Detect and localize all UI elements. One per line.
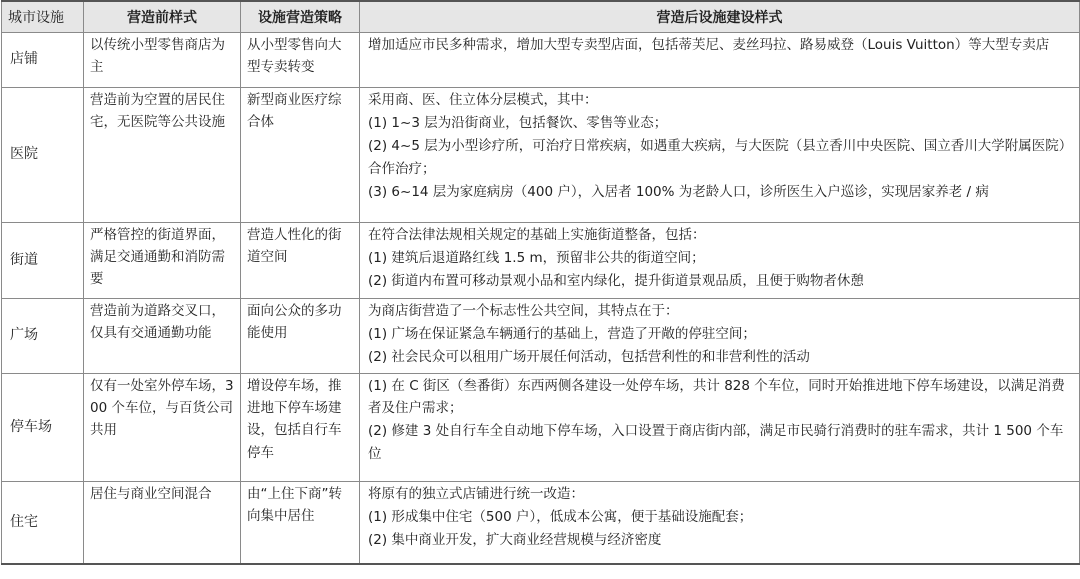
detail-line: 采用商、医、住立体分层模式，其中：: [368, 91, 598, 108]
strategy-text: 营造人性化的街道空间: [247, 226, 342, 265]
table-row: [2, 373, 1080, 481]
row-before-style: [84, 298, 241, 373]
strategy-text: 增设停车场，推进地下停车场建设，包括自行车停车: [247, 377, 342, 461]
table-row: [2, 32, 1080, 87]
table-row: [2, 298, 1080, 373]
row-city-facility: 街道: [2, 222, 84, 298]
detail-line: (1) 广场在保证紧急车辆通行的基础上，营造了开敞的停驻空间；: [368, 325, 756, 342]
detail-line: (1) 建筑后退道路红线 1.5 m，预留非公共的街道空间；: [368, 249, 705, 266]
strategy-text: 从小型零售向大型专卖转变: [247, 36, 342, 75]
before-style-text: 仅有一处室外停车场，300 个车位，与百货公司共用: [90, 377, 234, 439]
strategy-text: 新型商业医疗综合体: [247, 91, 342, 130]
row-city-facility: 医院: [2, 87, 84, 222]
detail-line: (2) 街道内布置可移动景观小品和室内绿化，提升街道景观品质，且便于购物者休憩: [368, 273, 864, 290]
header-strategy: 设施营造策略: [241, 1, 360, 32]
before-style-text: 以传统小型零售商店为主: [90, 36, 225, 75]
detail-line: 将原有的独立式店铺进行统一改造：: [368, 485, 584, 502]
strategy-text: 由“上住下商”转向集中居住: [247, 485, 342, 524]
before-style-text: 营造前为空置的居民住宅，无医院等公共设施: [90, 91, 225, 130]
row-city-facility: 店铺: [2, 32, 84, 87]
table-body: [2, 32, 1080, 564]
facility-comparison-table: [1, 0, 1080, 565]
row-after-style: [360, 373, 1080, 481]
header-after-style: 营造后设施建设样式: [360, 1, 1080, 32]
detail-line: (2) 社会民众可以租用广场开展任何活动，包括营利性的和非营利性的活动: [368, 349, 810, 366]
detail-line: 为商店街营造了一个标志性公共空间，其特点在于：: [368, 302, 679, 319]
row-strategy: [241, 222, 360, 298]
row-city-facility: 停车场: [2, 373, 84, 481]
detail-line: 增加适应市民多种需求，增加大型专卖型店面，包括蒂芙尼、麦丝玛拉、路易威登（Louis Vuitton）等大型专卖店: [368, 36, 1050, 53]
row-city-facility: 住宅: [2, 481, 84, 564]
detail-line: (2) 集中商业开发，扩大商业经营规模与经济密度: [368, 532, 662, 549]
row-before-style: [84, 87, 241, 222]
detail-line: 在符合法律法规相关规定的基础上实施街道整备，包括：: [368, 226, 706, 243]
row-city-facility: 广场: [2, 298, 84, 373]
detail-line: (2) 4~5 层为小型诊疗所，可治疗日常疾病，如遇重大疾病，与大医院（县立香川中央医院、国立香川大学附属医院）合作治疗；: [368, 138, 1073, 177]
row-strategy: [241, 481, 360, 564]
detail-line: (1) 1~3 层为沿街商业，包括餐饮、零售等业态；: [368, 114, 668, 131]
header-city-facility: 城市设施: [2, 1, 84, 32]
before-style-text: 居住与商业空间混合: [90, 485, 212, 502]
table-row: [2, 87, 1080, 222]
row-before-style: [84, 373, 241, 481]
row-after-style: [360, 298, 1080, 373]
detail-line: (1) 在 C 街区（叁番街）东西两侧各建设一处停车场，共计 828 个车位，同时开始推进地下停车场建设，以满足消费者及住户需求；: [368, 377, 1065, 416]
row-before-style: [84, 222, 241, 298]
strategy-text: 面向公众的多功能使用: [247, 302, 342, 341]
detail-line: (2) 修建 3 处自行车全自动地下停车场，入口设置于商店街内部，满足市民骑行消费时的驻车需求，共计 1 500 个车位: [368, 423, 1064, 462]
before-style-text: 营造前为道路交叉口，仅具有交通通勤功能: [90, 302, 225, 341]
table-row: [2, 222, 1080, 298]
row-strategy: [241, 87, 360, 222]
detail-line: (1) 形成集中住宅（500 户），低成本公寓，便于基础设施配套；: [368, 508, 753, 525]
row-strategy: [241, 373, 360, 481]
row-strategy: [241, 32, 360, 87]
before-style-text: 严格管控的街道界面，满足交通通勤和消防需要: [90, 226, 225, 288]
row-before-style: [84, 32, 241, 87]
row-after-style: [360, 481, 1080, 564]
row-after-style: [360, 222, 1080, 298]
table-header-row: [2, 1, 1080, 32]
table-row: [2, 481, 1080, 564]
row-after-style: [360, 87, 1080, 222]
row-strategy: [241, 298, 360, 373]
row-before-style: [84, 481, 241, 564]
row-after-style: [360, 32, 1080, 87]
detail-line: (3) 6~14 层为家庭病房（400 户），入居者 100% 为老龄人口，诊所医生入户巡诊，实现居家养老 / 病: [368, 184, 989, 201]
header-before-style: 营造前样式: [84, 1, 241, 32]
